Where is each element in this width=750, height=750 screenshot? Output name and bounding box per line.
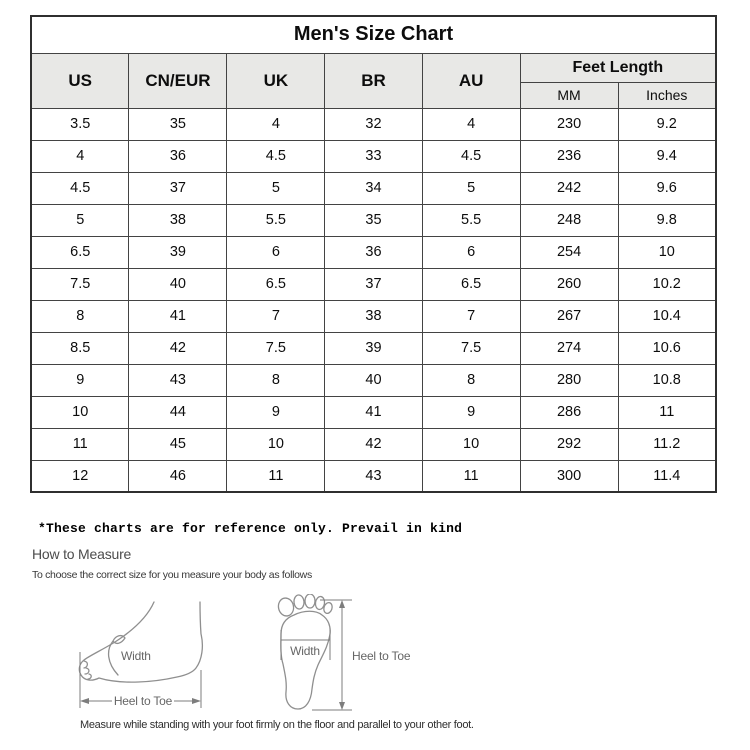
foot-side-view-diagram <box>77 598 207 710</box>
third-toe <box>305 594 315 608</box>
size-cell: 10.8 <box>618 364 716 396</box>
size-cell: 4 <box>422 108 520 140</box>
size-cell: 45 <box>129 428 227 460</box>
size-cell: 236 <box>520 140 618 172</box>
arrow-down <box>339 702 345 710</box>
size-cell: 12 <box>31 460 129 492</box>
size-cell: 292 <box>520 428 618 460</box>
col-header-feet-length: Feet Length <box>520 53 716 82</box>
how-to-measure-subtitle: To choose the correct size for you measure your body as follows <box>32 569 312 581</box>
size-cell: 7 <box>422 300 520 332</box>
size-cell: 9.6 <box>618 172 716 204</box>
size-table-body <box>31 108 716 492</box>
size-cell: 36 <box>129 140 227 172</box>
size-cell: 38 <box>325 300 422 332</box>
size-cell: 248 <box>520 204 618 236</box>
size-cell: 5 <box>227 172 325 204</box>
size-cell: 44 <box>129 396 227 428</box>
size-cell: 4.5 <box>422 140 520 172</box>
size-cell: 46 <box>129 460 227 492</box>
size-cell: 6.5 <box>31 236 129 268</box>
size-cell: 32 <box>325 108 422 140</box>
size-cell: 40 <box>129 268 227 300</box>
col-header-br: BR <box>325 53 422 108</box>
size-cell: 11 <box>422 460 520 492</box>
size-cell: 7.5 <box>31 268 129 300</box>
size-cell: 11.2 <box>618 428 716 460</box>
size-cell: 10 <box>31 396 129 428</box>
size-cell: 10.4 <box>618 300 716 332</box>
size-cell: 6 <box>422 236 520 268</box>
size-cell: 41 <box>129 300 227 332</box>
toe-curl-lines <box>84 661 91 679</box>
size-cell: 4 <box>227 108 325 140</box>
size-cell: 9.4 <box>618 140 716 172</box>
col-header-uk: UK <box>227 53 325 108</box>
col-header-au: AU <box>422 53 520 108</box>
size-cell: 8 <box>227 364 325 396</box>
size-cell: 39 <box>325 332 422 364</box>
size-cell: 9 <box>227 396 325 428</box>
size-row <box>31 428 716 460</box>
size-cell: 274 <box>520 332 618 364</box>
size-cell: 8 <box>422 364 520 396</box>
size-cell: 230 <box>520 108 618 140</box>
size-cell: 11 <box>227 460 325 492</box>
size-cell: 6.5 <box>422 268 520 300</box>
size-row <box>31 300 716 332</box>
size-cell: 9 <box>31 364 129 396</box>
size-cell: 9.2 <box>618 108 716 140</box>
size-cell: 10 <box>618 236 716 268</box>
size-cell: 41 <box>325 396 422 428</box>
size-cell: 5.5 <box>422 204 520 236</box>
size-row <box>31 172 716 204</box>
size-row <box>31 204 716 236</box>
footprint-diagram <box>276 594 426 718</box>
big-toe <box>277 597 295 618</box>
side-length-label: Heel to Toe <box>113 694 173 708</box>
size-row <box>31 364 716 396</box>
second-toe <box>293 595 304 610</box>
side-width-label: Width <box>121 649 151 663</box>
size-cell: 34 <box>325 172 422 204</box>
how-to-measure-title: How to Measure <box>32 546 132 562</box>
size-row <box>31 108 716 140</box>
size-row <box>31 396 716 428</box>
size-cell: 42 <box>129 332 227 364</box>
top-length-label: Heel to Toe <box>352 649 411 663</box>
size-cell: 10.2 <box>618 268 716 300</box>
measure-instruction: Measure while standing with your foot firmly on the floor and parallel to your other foot. <box>80 719 474 731</box>
size-cell: 5 <box>422 172 520 204</box>
size-row <box>31 268 716 300</box>
size-cell: 254 <box>520 236 618 268</box>
size-cell: 260 <box>520 268 618 300</box>
size-cell: 242 <box>520 172 618 204</box>
size-cell: 9.8 <box>618 204 716 236</box>
chart-title: Men's Size Chart <box>31 16 716 53</box>
size-cell: 36 <box>325 236 422 268</box>
size-cell: 11 <box>31 428 129 460</box>
foot-side-outline <box>79 602 202 682</box>
arrow-left <box>80 698 89 704</box>
size-cell: 6.5 <box>227 268 325 300</box>
size-cell: 33 <box>325 140 422 172</box>
size-cell: 38 <box>129 204 227 236</box>
title-row <box>31 16 716 53</box>
size-cell: 4 <box>31 140 129 172</box>
size-cell: 37 <box>129 172 227 204</box>
size-cell: 11 <box>618 396 716 428</box>
size-cell: 4.5 <box>31 172 129 204</box>
header-row <box>31 53 716 82</box>
size-cell: 286 <box>520 396 618 428</box>
size-cell: 7 <box>227 300 325 332</box>
size-cell: 10.6 <box>618 332 716 364</box>
size-cell: 42 <box>325 428 422 460</box>
mens-size-chart-table <box>30 15 717 493</box>
arrow-up <box>339 600 345 608</box>
size-cell: 8 <box>31 300 129 332</box>
size-row <box>31 332 716 364</box>
size-row <box>31 140 716 172</box>
size-cell: 7.5 <box>422 332 520 364</box>
size-cell: 37 <box>325 268 422 300</box>
col-header-cn-eur: CN/EUR <box>129 53 227 108</box>
size-cell: 10 <box>422 428 520 460</box>
size-cell: 10 <box>227 428 325 460</box>
size-row <box>31 460 716 492</box>
col-header-us: US <box>31 53 129 108</box>
size-cell: 4.5 <box>227 140 325 172</box>
col-header-mm: MM <box>520 82 618 108</box>
arrow-right <box>192 698 201 704</box>
size-row <box>31 236 716 268</box>
col-header-inches: Inches <box>618 82 716 108</box>
size-cell: 7.5 <box>227 332 325 364</box>
size-cell: 3.5 <box>31 108 129 140</box>
size-cell: 35 <box>129 108 227 140</box>
top-width-label: Width <box>290 644 320 658</box>
size-cell: 6 <box>227 236 325 268</box>
size-cell: 5 <box>31 204 129 236</box>
size-cell: 8.5 <box>31 332 129 364</box>
size-cell: 280 <box>520 364 618 396</box>
size-cell: 43 <box>325 460 422 492</box>
size-cell: 9 <box>422 396 520 428</box>
size-cell: 267 <box>520 300 618 332</box>
size-cell: 39 <box>129 236 227 268</box>
size-cell: 5.5 <box>227 204 325 236</box>
size-cell: 35 <box>325 204 422 236</box>
footprint-sole-outline <box>281 611 330 709</box>
size-cell: 11.4 <box>618 460 716 492</box>
size-cell: 300 <box>520 460 618 492</box>
size-cell: 40 <box>325 364 422 396</box>
reference-note: *These charts are for reference only. Prevail in kind <box>38 521 463 536</box>
size-cell: 43 <box>129 364 227 396</box>
